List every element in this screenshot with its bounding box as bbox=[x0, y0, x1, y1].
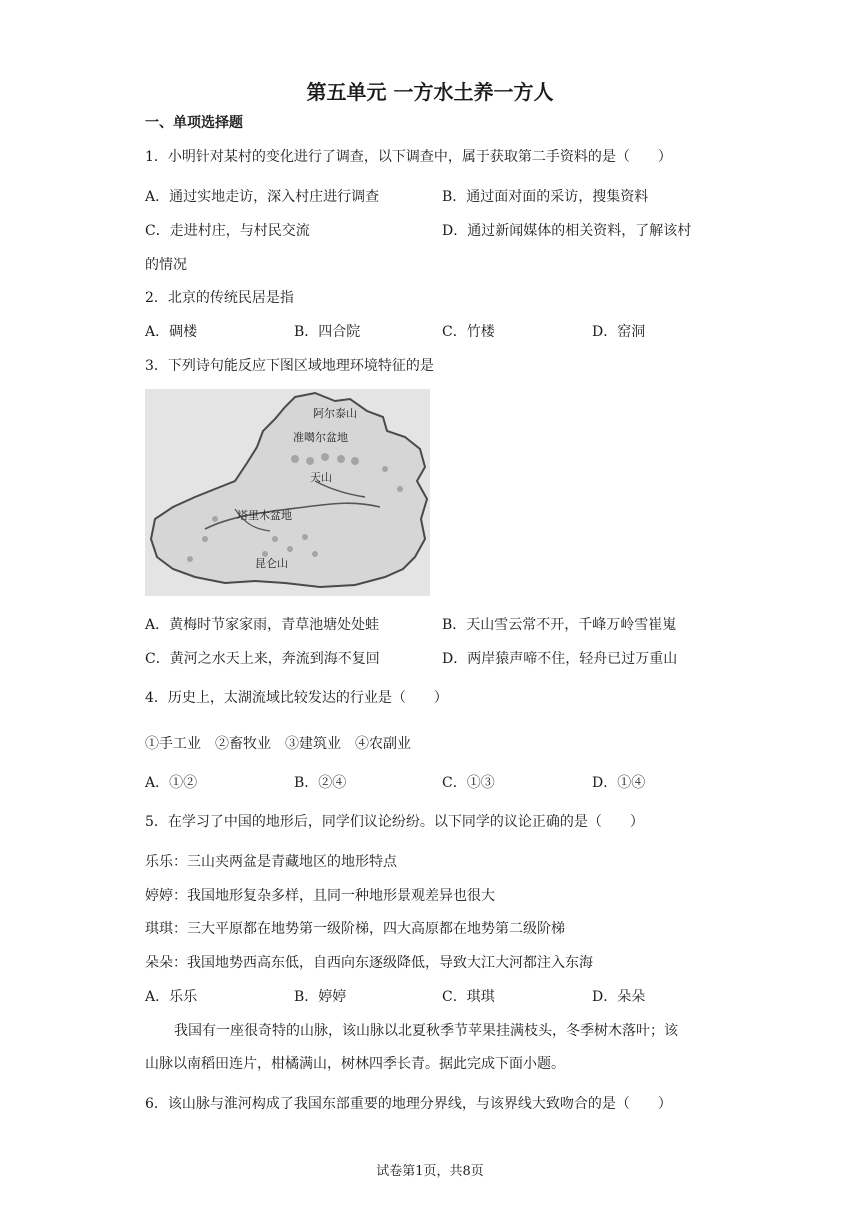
question-2-stem: 2．北京的传统民居是指 bbox=[145, 290, 294, 306]
question-2-option-d[interactable]: D．窑洞 bbox=[592, 324, 646, 340]
question-1-option-c[interactable]: C．走进村庄，与村民交流 bbox=[145, 223, 310, 239]
question-5-statement-4: 朵朵：我国地势西高东低，自西向东逐级降低，导致大江大河都注入东海 bbox=[145, 955, 593, 971]
question-5-option-c[interactable]: C．琪琪 bbox=[442, 989, 495, 1005]
question-1-stem: 1．小明针对某村的变化进行了调查，以下调查中，属于获取第二手资料的是（ ） bbox=[145, 149, 672, 165]
question-4-option-d[interactable]: D．①④ bbox=[592, 775, 646, 791]
passage-line-2: 山脉以南稻田连片，柑橘满山，树林四季长青。据此完成下面小题。 bbox=[145, 1056, 565, 1072]
question-2-option-b[interactable]: B．四合院 bbox=[294, 324, 361, 340]
page-title: 第五单元 一方水土养一方人 bbox=[306, 80, 554, 104]
question-5-option-b[interactable]: B．婷婷 bbox=[294, 989, 347, 1005]
question-6-stem: 6．该山脉与淮河构成了我国东部重要的地理分界线，与该界线大致吻合的是（ ） bbox=[145, 1096, 672, 1112]
question-1-option-a[interactable]: A．通过实地走访，深入村庄进行调查 bbox=[145, 189, 380, 205]
question-3-option-d[interactable]: D．两岸猿声啼不住，轻舟已过万重山 bbox=[442, 651, 678, 667]
question-4-stem: 4．历史上，太湖流域比较发达的行业是（ ） bbox=[145, 690, 448, 706]
question-3-option-a[interactable]: A．黄梅时节家家雨，青草池塘处处蛙 bbox=[145, 617, 380, 633]
question-2-option-c[interactable]: C．竹楼 bbox=[442, 324, 495, 340]
question-4-option-a[interactable]: A．①② bbox=[145, 775, 198, 791]
map-label-tarim: 塔里木盆地 bbox=[237, 509, 292, 522]
question-1-option-d-continued: 的情况 bbox=[145, 257, 187, 273]
question-5-option-d[interactable]: D．朵朵 bbox=[592, 989, 646, 1005]
question-5-statement-1: 乐乐：三山夹两盆是青藏地区的地形特点 bbox=[145, 854, 397, 870]
map-label-tianshan: 天山 bbox=[310, 471, 332, 484]
section-heading: 一、单项选择题 bbox=[145, 115, 243, 131]
xinjiang-map bbox=[145, 389, 430, 596]
map-label-junggar: 准噶尔盆地 bbox=[293, 431, 348, 444]
question-3-option-c[interactable]: C．黄河之水天上来，奔流到海不复回 bbox=[145, 651, 380, 667]
question-4-option-c[interactable]: C．①③ bbox=[442, 775, 495, 791]
question-5-statement-2: 婷婷：我国地形复杂多样，且同一种地形景观差异也很大 bbox=[145, 888, 495, 904]
question-1-option-b[interactable]: B．通过面对面的采访，搜集资料 bbox=[442, 189, 649, 205]
question-4-option-b[interactable]: B．②④ bbox=[294, 775, 347, 791]
question-5-option-a[interactable]: A．乐乐 bbox=[145, 989, 198, 1005]
question-1-option-d[interactable]: D．通过新闻媒体的相关资料，了解该村 bbox=[442, 223, 692, 239]
question-2-option-a[interactable]: A．碉楼 bbox=[145, 324, 198, 340]
question-5-statement-3: 琪琪：三大平原都在地势第一级阶梯，四大高原都在地势第二级阶梯 bbox=[145, 921, 565, 937]
passage-line-1: 我国有一座很奇特的山脉，该山脉以北夏秋季节苹果挂满枝头，冬季树木落叶；该 bbox=[174, 1023, 678, 1039]
question-3-stem: 3．下列诗句能反应下图区域地理环境特征的是 bbox=[145, 358, 434, 374]
question-3-option-b[interactable]: B．天山雪云常不开，千峰万岭雪崔嵬 bbox=[442, 617, 677, 633]
page-footer: 试卷第1页，共8页 bbox=[376, 1164, 484, 1179]
question-4-items: ①手工业 ②畜牧业 ③建筑业 ④农副业 bbox=[145, 736, 411, 752]
question-5-stem: 5．在学习了中国的地形后，同学们议论纷纷。以下同学的议论正确的是（ ） bbox=[145, 814, 644, 830]
map-label-kunlun: 昆仑山 bbox=[255, 557, 288, 570]
map-label-altai: 阿尔泰山 bbox=[313, 407, 357, 420]
